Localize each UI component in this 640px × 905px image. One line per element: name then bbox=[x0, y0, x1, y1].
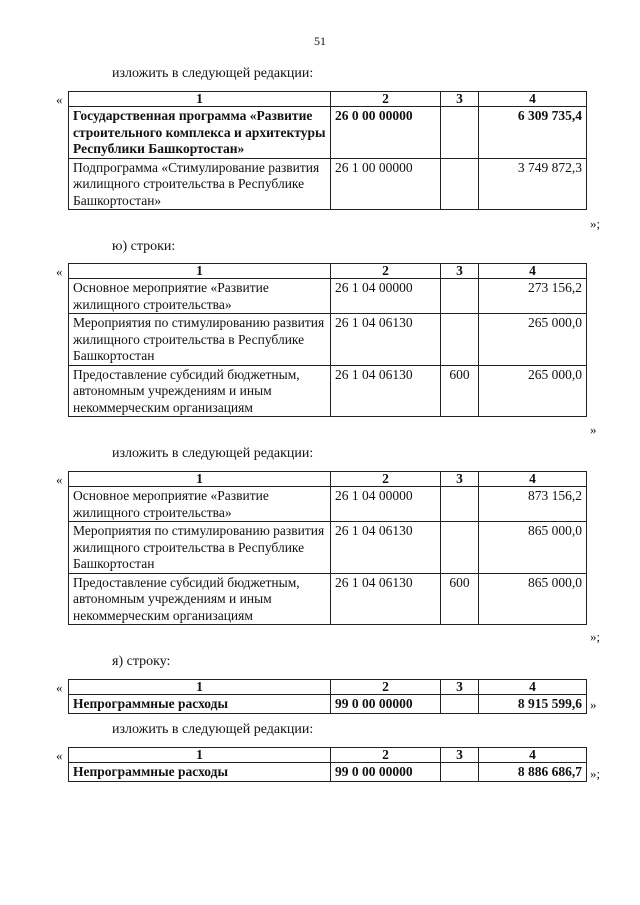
header-col-3: 3 bbox=[441, 680, 479, 695]
row-type bbox=[441, 763, 479, 782]
row-type bbox=[441, 279, 479, 314]
header-col-3: 3 bbox=[441, 748, 479, 763]
row-amount: 865 000,0 bbox=[479, 573, 587, 625]
quote-close-5: »; bbox=[590, 766, 601, 781]
row-code: 99 0 00 00000 bbox=[331, 763, 441, 782]
table-header-row bbox=[69, 472, 587, 487]
header-col-4: 4 bbox=[479, 92, 587, 107]
header-col-1: 1 bbox=[69, 748, 331, 763]
quote-close-4: » bbox=[590, 697, 597, 712]
row-name: Предоставление субсидий бюджетным, автономным учреждениям и иным некоммерческим организациям bbox=[69, 573, 331, 625]
table-row bbox=[69, 763, 587, 782]
row-code: 26 1 04 06130 bbox=[331, 522, 441, 574]
header-col-2: 2 bbox=[331, 264, 441, 279]
header-col-3: 3 bbox=[441, 264, 479, 279]
header-col-1: 1 bbox=[69, 92, 331, 107]
header-col-4: 4 bbox=[479, 264, 587, 279]
table-row bbox=[69, 487, 587, 522]
intro-text-2: изложить в следующей редакции: bbox=[112, 446, 314, 461]
row-name: Подпрограмма «Стимулирование развития жилищного строительства в Республике Башкортостан» bbox=[69, 158, 331, 210]
row-code: 26 0 00 00000 bbox=[331, 107, 441, 159]
quote-open-5: « bbox=[56, 748, 63, 763]
quote-close-2: » bbox=[590, 422, 597, 437]
row-code: 26 1 04 06130 bbox=[331, 365, 441, 417]
row-amount: 265 000,0 bbox=[479, 314, 587, 366]
row-amount: 265 000,0 bbox=[479, 365, 587, 417]
intro-text-1: изложить в следующей редакции: bbox=[112, 66, 314, 81]
row-name: Государственная программа «Развитие строительного комплекса и архитектуры Республики Башкортостан» bbox=[69, 107, 331, 159]
row-name: Основное мероприятие «Развитие жилищного строительства» bbox=[69, 487, 331, 522]
header-col-1: 1 bbox=[69, 264, 331, 279]
intro-text-3: изложить в следующей редакции: bbox=[112, 722, 314, 737]
row-code: 26 1 04 00000 bbox=[331, 279, 441, 314]
row-amount: 873 156,2 bbox=[479, 487, 587, 522]
header-col-4: 4 bbox=[479, 680, 587, 695]
row-amount: 273 156,2 bbox=[479, 279, 587, 314]
table-row bbox=[69, 695, 587, 714]
page-number: 51 bbox=[314, 34, 326, 48]
quote-open-1: « bbox=[56, 92, 63, 107]
table-row bbox=[69, 314, 587, 366]
table-row bbox=[69, 573, 587, 625]
header-col-1: 1 bbox=[69, 472, 331, 487]
row-type bbox=[441, 522, 479, 574]
header-col-2: 2 bbox=[331, 680, 441, 695]
row-name: Основное мероприятие «Развитие жилищного строительства» bbox=[69, 279, 331, 314]
header-col-2: 2 bbox=[331, 472, 441, 487]
row-name: Мероприятия по стимулированию развития жилищного строительства в Республике Башкортостан bbox=[69, 522, 331, 574]
table-header-row bbox=[69, 264, 587, 279]
row-type bbox=[441, 158, 479, 210]
table-row bbox=[69, 522, 587, 574]
row-name: Непрограммные расходы bbox=[69, 695, 331, 714]
table-row bbox=[69, 107, 587, 159]
row-code: 26 1 04 06130 bbox=[331, 573, 441, 625]
quote-close-1: »; bbox=[590, 216, 601, 231]
quote-open-2: « bbox=[56, 264, 63, 279]
header-col-4: 4 bbox=[479, 472, 587, 487]
row-amount: 8 915 599,6 bbox=[479, 695, 587, 714]
header-col-4: 4 bbox=[479, 748, 587, 763]
row-type: 600 bbox=[441, 573, 479, 625]
row-name: Предоставление субсидий бюджетным, автономным учреждениям и иным некоммерческим организациям bbox=[69, 365, 331, 417]
table-header-row bbox=[69, 680, 587, 695]
row-code: 26 1 04 06130 bbox=[331, 314, 441, 366]
row-name: Мероприятия по стимулированию развития жилищного строительства в Республике Башкортостан bbox=[69, 314, 331, 366]
row-amount: 6 309 735,4 bbox=[479, 107, 587, 159]
row-amount: 3 749 872,3 bbox=[479, 158, 587, 210]
header-col-3: 3 bbox=[441, 472, 479, 487]
budget-table-1 bbox=[68, 91, 587, 210]
quote-open-4: « bbox=[56, 680, 63, 695]
row-code: 26 1 04 00000 bbox=[331, 487, 441, 522]
header-col-3: 3 bbox=[441, 92, 479, 107]
header-col-2: 2 bbox=[331, 748, 441, 763]
row-type bbox=[441, 487, 479, 522]
row-code: 99 0 00 00000 bbox=[331, 695, 441, 714]
row-amount: 8 886 686,7 bbox=[479, 763, 587, 782]
header-col-2: 2 bbox=[331, 92, 441, 107]
table-row bbox=[69, 158, 587, 210]
table-header-row bbox=[69, 748, 587, 763]
row-type bbox=[441, 314, 479, 366]
budget-table-5 bbox=[68, 747, 587, 782]
table-row bbox=[69, 279, 587, 314]
quote-open-3: « bbox=[56, 472, 63, 487]
row-type bbox=[441, 695, 479, 714]
quote-close-3: »; bbox=[590, 629, 601, 644]
heading-yu: ю) строки: bbox=[112, 239, 176, 254]
header-col-1: 1 bbox=[69, 680, 331, 695]
row-amount: 865 000,0 bbox=[479, 522, 587, 574]
heading-ya: я) строку: bbox=[112, 654, 171, 669]
budget-table-2 bbox=[68, 263, 587, 417]
row-type: 600 bbox=[441, 365, 479, 417]
budget-table-4 bbox=[68, 679, 587, 714]
budget-table-3 bbox=[68, 471, 587, 625]
table-row bbox=[69, 365, 587, 417]
table-header-row bbox=[69, 92, 587, 107]
row-type bbox=[441, 107, 479, 159]
row-code: 26 1 00 00000 bbox=[331, 158, 441, 210]
row-name: Непрограммные расходы bbox=[69, 763, 331, 782]
